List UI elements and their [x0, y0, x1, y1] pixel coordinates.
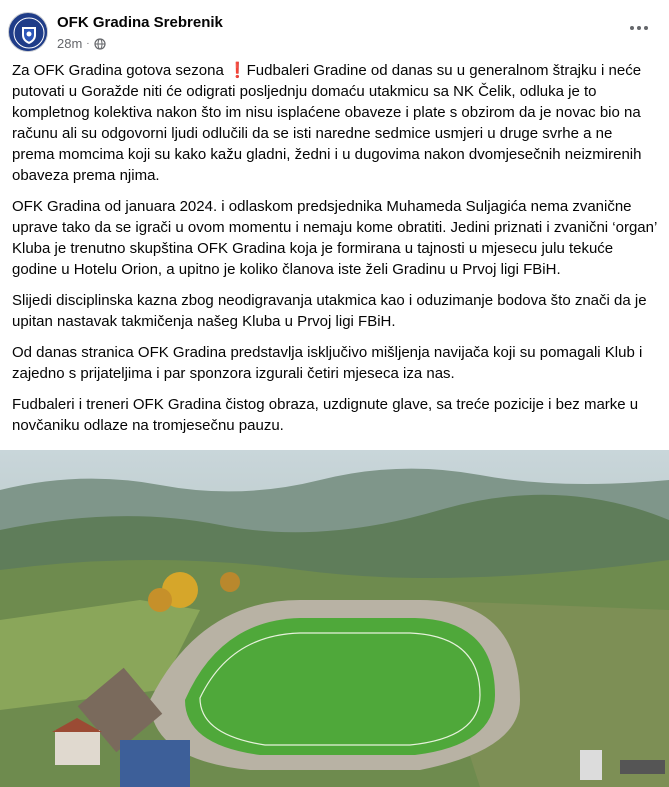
post-paragraph: [12, 60, 657, 186]
stadium-aerial-photo[interactable]: [0, 450, 669, 787]
paragraph-text-end: Fudbaleri Gradine od danas su u generalnom štrajku i neće putovati u Goražde niti će odigrati posljednju domaću utakmicu sa NK Čelik, odluka je to kompletnog kolektiva nakon što im nisu isplaćene obaveze i plate s obzirom da je novac bio na računu ali su odgovorni ljudi odlučili da se isti naredne sedmice usmjeri u druge svrhe a ne prema momcima koji su kako kažu gladni, žedni i u dugovima nakon dvomjesečnih neizmirenih obaveza prema njima.: [12, 62, 642, 184]
post-time[interactable]: 28m: [57, 36, 83, 51]
stadium-illustration: [0, 450, 669, 787]
post-text: [12, 60, 657, 477]
post-header: [0, 0, 669, 58]
post-paragraph: OFK Gradina od januara 2024. i odlaskom predsjednika Muhameda Suljagića nema zvanične uprave tako da se igrači u ovom momentu i nemaju kome obratiti. Jedini priznati i zvanični ‘organ’ Kluba je trenutno skupština OFK Gradina koja je formirana u tajnosti u mjesecu julu tekuće godine u Hotelu Orion, a upitno je koliko članova iste želi Gradinu u Prvoj ligi FBiH.: [12, 198, 657, 278]
post-paragraph: Slijedi disciplinska kazna zbog neodigravanja utakmica kao i oduzimanje bodova što znači da je upitan nastavak takmičenja našeg Kluba u Prvoj ligi FBiH.: [12, 292, 647, 330]
globe-icon: [94, 38, 106, 50]
separator-dot: ·: [86, 38, 90, 49]
page-avatar[interactable]: [8, 12, 48, 52]
club-crest-logo: [9, 13, 48, 52]
post-meta: [57, 36, 106, 51]
post-paragraph: Od danas stranica OFK Gradina predstavlja isključivo mišljenja navijača koji su pomagali Klub i zajedno s prijateljima i par sponzora izgurali četiri mjeseca iza nas.: [12, 344, 643, 382]
exclamation-emoji: ❗: [227, 62, 247, 79]
more-options-icon[interactable]: [625, 18, 653, 38]
paragraph-text-start: Za OFK Gradina gotova sezona: [12, 62, 228, 79]
post-paragraph: Fudbaleri i treneri OFK Gradina čistog obraza, uzdignute glave, sa treće pozicije i bez marke u novčaniku odlaze na tromjesečnu pauzu.: [12, 396, 639, 434]
page-name-link[interactable]: OFK Gradina Srebrenik: [57, 14, 223, 31]
